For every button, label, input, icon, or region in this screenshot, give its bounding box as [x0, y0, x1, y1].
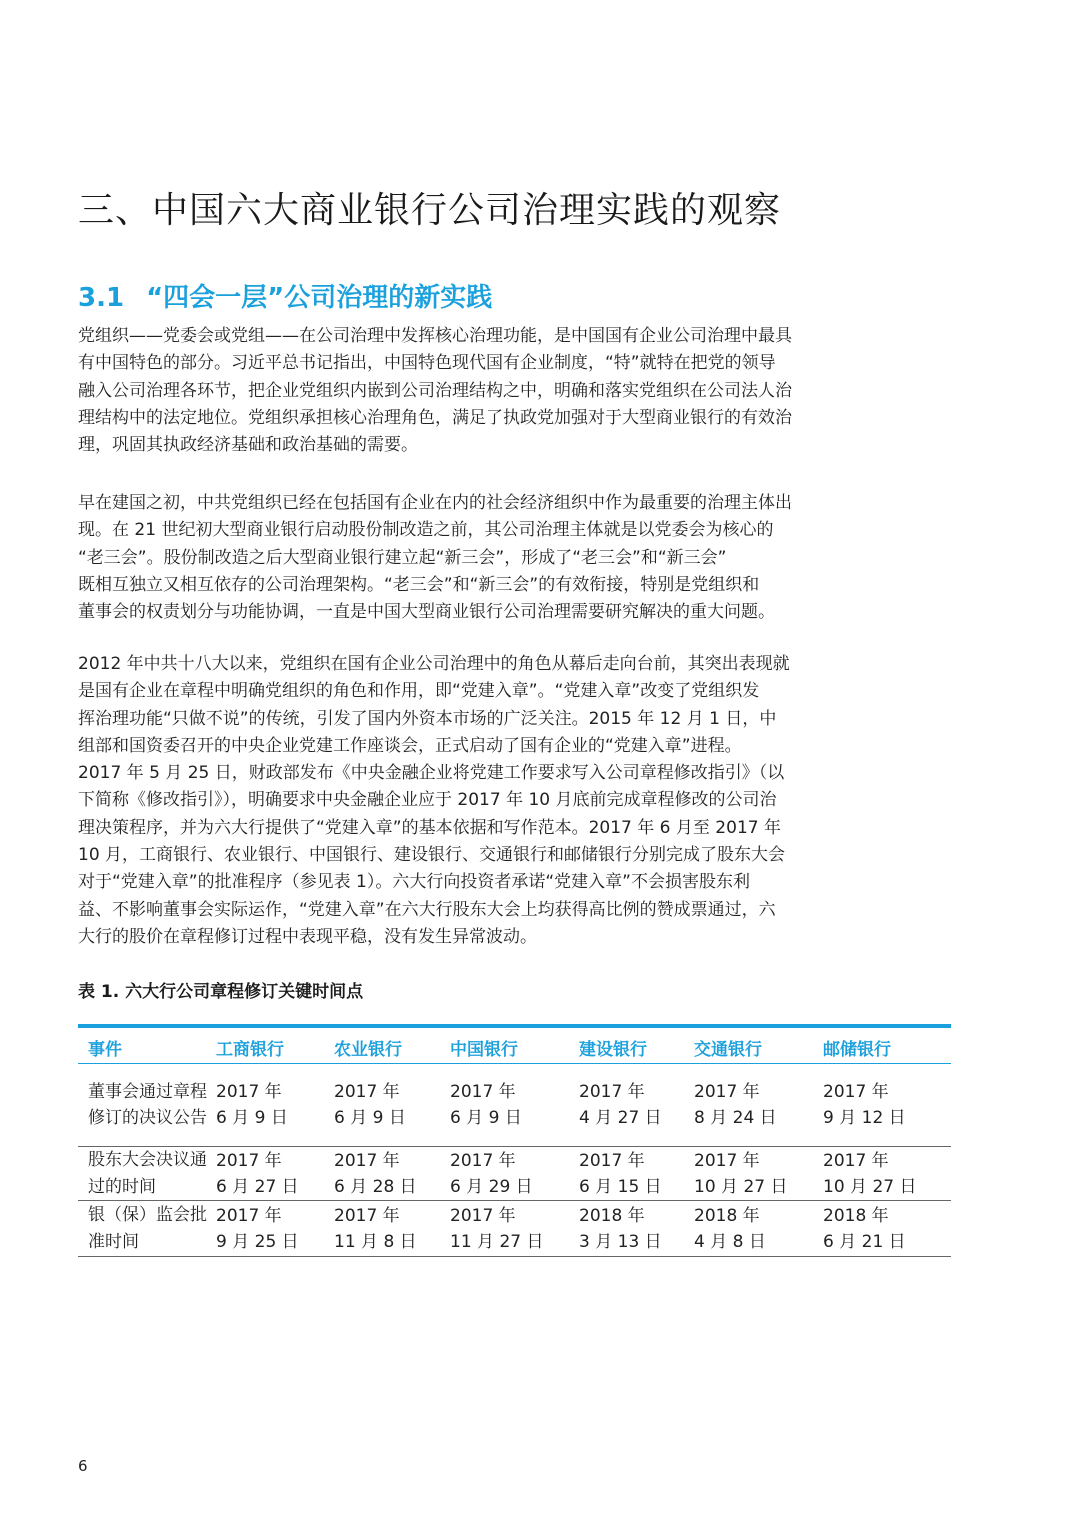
date-cell — [216, 1201, 334, 1257]
date-cell — [823, 1201, 951, 1257]
date-year: 2017 年 — [334, 1150, 400, 1171]
text-line: 现。在 21 世纪初大型商业银行启动股份制改造之前，其公司治理主体就是以党委会为核心的 — [78, 520, 774, 541]
date-cell — [334, 1201, 450, 1257]
text-line: 董事会的权责划分与功能协调，一直是中国大型商业银行公司治理需要研究解决的重大问题。 — [78, 602, 775, 623]
date-cell — [216, 1147, 334, 1201]
date-year: 2017 年 — [694, 1082, 760, 1102]
table-row — [78, 1064, 951, 1147]
date-cell — [334, 1147, 450, 1201]
event-cell: 银（保）监会批准时间 — [78, 1201, 216, 1257]
text-line: 对于“党建入章”的批准程序（参见表 1）。六大行向投资者承诺“党建入章”不会损害股东利 — [78, 872, 750, 893]
date-day: 10 月 27 日 — [694, 1176, 788, 1197]
date-cell — [694, 1147, 823, 1201]
date-day: 4 月 27 日 — [579, 1108, 662, 1128]
date-year: 2017 年 — [216, 1205, 282, 1226]
date-day: 6 月 27 日 — [216, 1176, 299, 1197]
date-year: 2017 年 — [450, 1150, 516, 1171]
date-day: 9 月 25 日 — [216, 1231, 299, 1252]
date-day: 6 月 21 日 — [823, 1231, 906, 1252]
date-year: 2017 年 — [450, 1205, 516, 1226]
date-day: 6 月 9 日 — [216, 1108, 288, 1128]
date-cell — [334, 1064, 450, 1147]
text-line: “老三会”。股份制改造之后大型商业银行建立起“新三会”，形成了“老三会”和“新三会” — [78, 547, 727, 568]
date-cell — [823, 1147, 951, 1201]
section-number: 3.1 — [78, 283, 125, 313]
date-year: 2017 年 — [823, 1082, 889, 1102]
date-day: 3 月 13 日 — [579, 1231, 662, 1252]
column-header: 交通银行 — [694, 1026, 823, 1064]
text-line: 10 月，工商银行、农业银行、中国银行、建设银行、交通银行和邮储银行分别完成了股东大会 — [78, 845, 786, 866]
table-row — [78, 1147, 951, 1201]
event-cell: 董事会通过章程修订的决议公告 — [78, 1064, 216, 1147]
date-year: 2017 年 — [823, 1150, 889, 1171]
table-caption-text: 六大行公司章程修订关键时间点 — [125, 982, 364, 1002]
date-cell — [579, 1064, 694, 1147]
column-header: 中国银行 — [450, 1026, 579, 1064]
text-line: 有中国特色的部分。习近平总书记指出，中国特色现代国有企业制度，“特”就特在把党的领导 — [78, 353, 776, 374]
date-cell — [216, 1064, 334, 1147]
date-day: 6 月 28 日 — [334, 1176, 417, 1197]
column-header: 农业银行 — [334, 1026, 450, 1064]
table-caption — [78, 978, 363, 1006]
date-year: 2017 年 — [216, 1150, 282, 1171]
text-line: 益、不影响董事会实际运作，“党建入章”在六大行股东大会上均获得高比例的赞成票通过，六 — [78, 899, 776, 920]
event-cell: 股东大会决议通过的时间 — [78, 1147, 216, 1201]
text-line: 理决策程序，并为六大行提供了“党建入章”的基本依据和写作范本。2017 年 6 月至 2017 年 — [78, 817, 781, 838]
text-line: 是国有企业在章程中明确党组织的角色和作用，即“党建入章”。“党建入章”改变了党组织发 — [78, 681, 760, 702]
date-day: 11 月 27 日 — [450, 1231, 544, 1252]
date-day: 11 月 8 日 — [334, 1231, 417, 1252]
date-year: 2017 年 — [694, 1150, 760, 1171]
date-year: 2017 年 — [334, 1082, 400, 1102]
text-line: 理，巩固其执政经济基础和政治基础的需要。 — [78, 435, 418, 456]
paragraph-1 — [78, 323, 950, 459]
date-year: 2018 年 — [579, 1205, 645, 1226]
date-day: 8 月 24 日 — [694, 1108, 777, 1128]
date-year: 2018 年 — [823, 1205, 889, 1226]
text-line: 2017 年 5 月 25 日，财政部发布《中央金融企业将党建工作要求写入公司章程修改指引》（以 — [78, 763, 785, 784]
text-line: 理结构中的法定地位。党组织承担核心治理角色，满足了执政党加强对于大型商业银行的有效治 — [78, 407, 792, 428]
text-line: 大行的股价在章程修订过程中表现平稳，没有发生异常波动。 — [78, 926, 537, 947]
table-header-row — [78, 1026, 951, 1064]
date-day: 6 月 9 日 — [334, 1108, 406, 1128]
column-header: 事件 — [78, 1026, 216, 1064]
column-header: 建设银行 — [579, 1026, 694, 1064]
text-line: 早在建国之初，中共党组织已经在包括国有企业在内的社会经济组织中作为最重要的治理主体出 — [78, 493, 792, 513]
date-cell — [450, 1064, 579, 1147]
text-line: 挥治理功能“只做不说”的传统，引发了国内外资本市场的广泛关注。2015 年 12 月 1 日，中 — [78, 708, 777, 729]
page-number: 6 — [78, 1457, 88, 1475]
table-caption-prefix: 表 1. — [78, 982, 120, 1002]
paragraph-2 — [78, 490, 950, 626]
date-year: 2017 年 — [216, 1082, 282, 1102]
date-year: 2017 年 — [450, 1082, 516, 1102]
date-day: 6 月 15 日 — [579, 1176, 662, 1197]
date-cell — [450, 1201, 579, 1257]
date-day: 4 月 8 日 — [694, 1231, 766, 1252]
section-heading-text: “四会一层”公司治理的新实践 — [146, 283, 493, 313]
column-header: 邮储银行 — [823, 1026, 951, 1064]
date-cell — [823, 1064, 951, 1147]
text-line: 下简称《修改指引》），明确要求中央金融企业应于 2017 年 10 月底前完成章程修改的公司治 — [78, 790, 777, 811]
text-line: 融入公司治理各环节，把企业党组织内嵌到公司治理结构之中，明确和落实党组织在公司法人治 — [78, 380, 792, 401]
date-year: 2018 年 — [694, 1205, 760, 1226]
date-year: 2017 年 — [334, 1205, 400, 1226]
date-day: 6 月 29 日 — [450, 1176, 533, 1197]
date-cell — [694, 1201, 823, 1257]
date-cell — [579, 1147, 694, 1201]
date-cell — [450, 1147, 579, 1201]
date-day: 10 月 27 日 — [823, 1176, 917, 1197]
table-row — [78, 1201, 951, 1257]
paragraph-3 — [78, 651, 950, 951]
column-header: 工商银行 — [216, 1026, 334, 1064]
date-year: 2017 年 — [579, 1150, 645, 1171]
date-year: 2017 年 — [579, 1082, 645, 1102]
date-day: 9 月 12 日 — [823, 1108, 906, 1128]
text-line: 组部和国资委召开的中央企业党建工作座谈会，正式启动了国有企业的“党建入章”进程。 — [78, 735, 742, 756]
chapter-title: 三、中国六大商业银行公司治理实践的观察 — [78, 190, 782, 231]
timeline-table — [78, 1024, 951, 1257]
section-title — [78, 276, 492, 320]
text-line: 既相互独立又相互依存的公司治理架构。“老三会”和“新三会”的有效衔接，特别是党组织和 — [78, 574, 760, 595]
date-day: 6 月 9 日 — [450, 1108, 522, 1128]
date-cell — [694, 1064, 823, 1147]
date-cell — [579, 1201, 694, 1257]
text-line: 2012 年中共十八大以来，党组织在国有企业公司治理中的角色从幕后走向台前，其突出表现就 — [78, 654, 790, 674]
text-line: 党组织——党委会或党组——在公司治理中发挥核心治理功能，是中国国有企业公司治理中最具 — [78, 326, 792, 346]
